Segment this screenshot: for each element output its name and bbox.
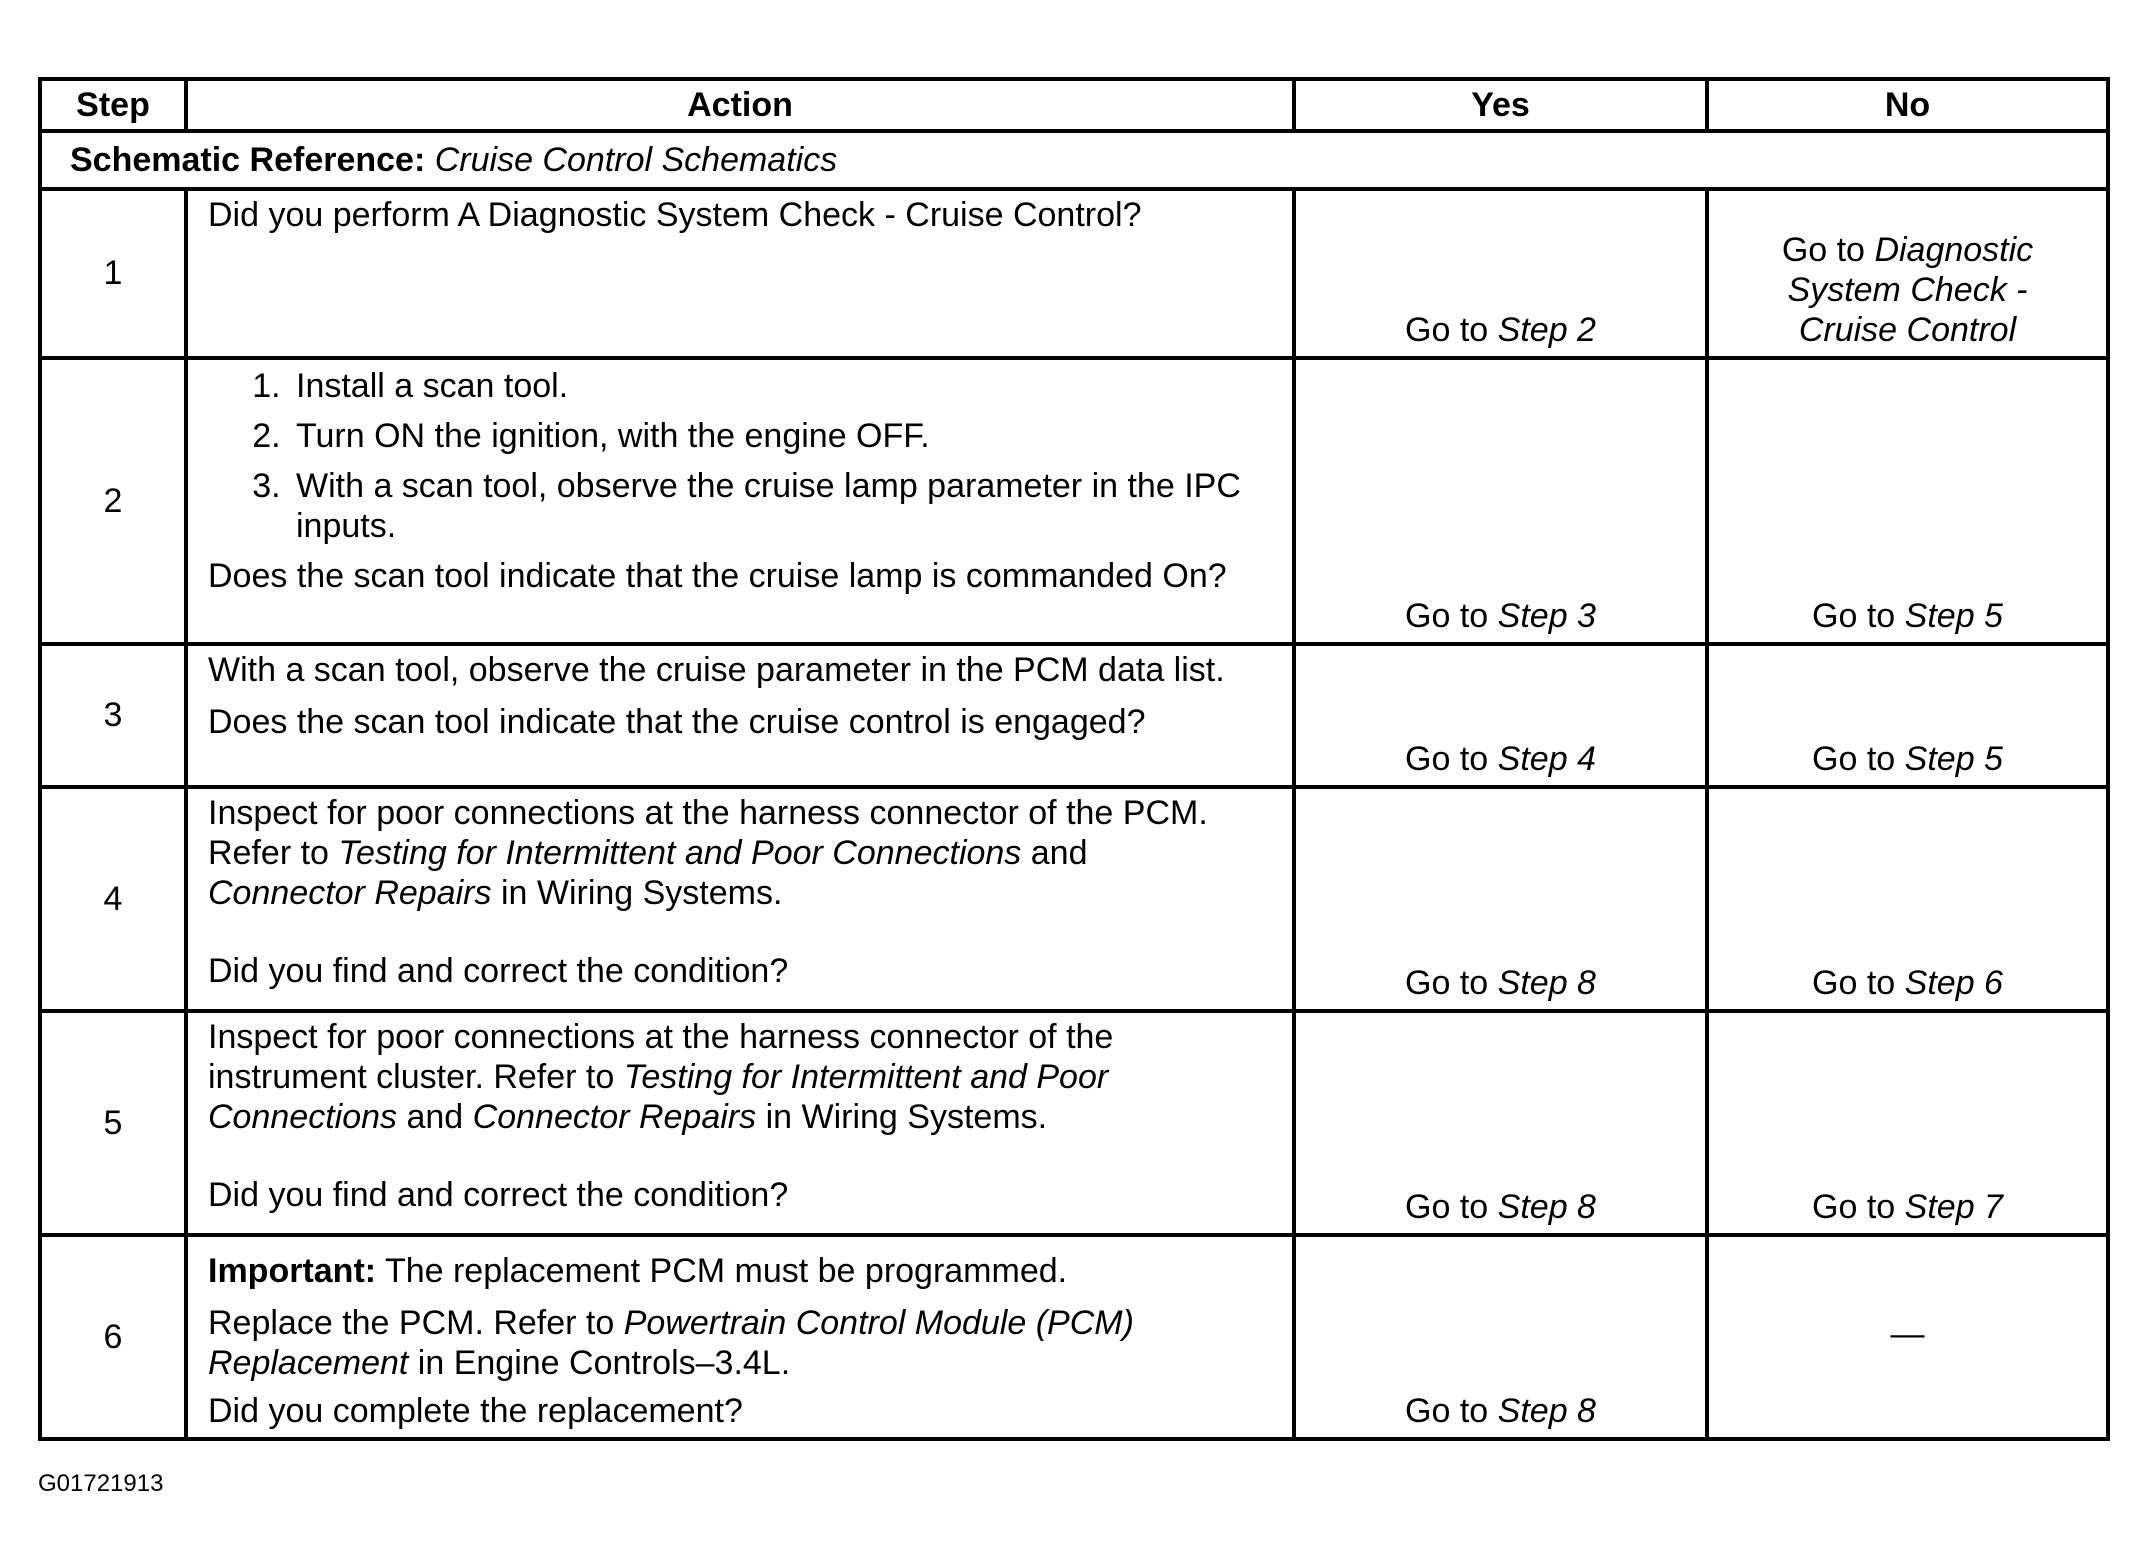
- step-number: 2: [40, 358, 186, 644]
- figure-id: G01721913: [38, 1470, 164, 1497]
- schematic-reference-link[interactable]: Cruise Control Schematics: [434, 140, 838, 179]
- instruction-text: [208, 793, 1252, 913]
- schematic-reference-label: Schematic Reference:: [70, 140, 426, 179]
- header-yes: Yes: [1294, 79, 1707, 131]
- action-cell: [186, 644, 1294, 787]
- question-text: Did you complete the replacement?: [208, 1392, 743, 1431]
- table-row: [40, 787, 2108, 1011]
- table-row: [40, 1011, 2108, 1235]
- header-no: No: [1707, 79, 2108, 131]
- no-step-link[interactable]: Step 5: [1904, 739, 2003, 778]
- step-number: 1: [40, 189, 186, 358]
- yes-cell: [1294, 358, 1707, 644]
- no-prefix: Go to: [1812, 739, 1896, 778]
- step-number: 6: [40, 1235, 186, 1439]
- yes-prefix: Go to: [1405, 963, 1489, 1002]
- action-cell: [186, 787, 1294, 1011]
- yes-cell: [1294, 644, 1707, 787]
- no-step-link[interactable]: Step 7: [1904, 1187, 2003, 1226]
- reference-link[interactable]: Testing for Intermittent and Poor Connections: [338, 834, 1022, 873]
- yes-step-link[interactable]: Step 8: [1497, 963, 1596, 1002]
- important-text: The replacement PCM must be programmed.: [384, 1252, 1068, 1290]
- action-cell: [186, 1011, 1294, 1235]
- no-step-link[interactable]: Step 6: [1904, 963, 2003, 1002]
- no-cell: [1707, 358, 2108, 644]
- instruction-text-part: in Engine Controls–3.4L.: [417, 1344, 791, 1383]
- reference-link[interactable]: Testing for Intermittent and Poor Connections: [208, 1058, 1109, 1137]
- important-label: Important:: [208, 1252, 377, 1290]
- yes-prefix: Go to: [1405, 739, 1489, 778]
- schematic-reference-row: [40, 131, 2108, 189]
- instruction-list: [208, 366, 1252, 546]
- instruction-text: With a scan tool, observe the cruise parameter in the PCM data list.: [208, 651, 1225, 689]
- action-cell: [186, 358, 1294, 644]
- schematic-reference: [40, 131, 2108, 189]
- yes-step-link[interactable]: Step 4: [1497, 739, 1596, 778]
- no-cell: [1707, 189, 2108, 358]
- no-cell: [1707, 787, 2108, 1011]
- question-text: Did you find and correct the condition?: [208, 952, 789, 991]
- instruction-text: [208, 1017, 1252, 1137]
- yes-step-link[interactable]: Step 8: [1497, 1187, 1596, 1226]
- important-note: [208, 1251, 1252, 1291]
- instruction-text-part: and: [406, 1098, 464, 1137]
- instruction-text-part: in Wiring Systems.: [765, 1098, 1048, 1137]
- table-row: [40, 644, 2108, 787]
- header-step: Step: [40, 79, 186, 131]
- no-prefix: Go to: [1812, 596, 1896, 635]
- no-cell: [1707, 1011, 2108, 1235]
- instruction-item: 2. Turn ON the ignition, with the engine OFF.: [290, 416, 1252, 456]
- no-step-link[interactable]: Diagnostic System Check - Cruise Control: [1787, 230, 2034, 349]
- yes-cell: [1294, 1011, 1707, 1235]
- yes-step-link[interactable]: Step 3: [1497, 596, 1596, 635]
- yes-cell: [1294, 787, 1707, 1011]
- no-dash: —: [1890, 1315, 1925, 1354]
- step-number: 3: [40, 644, 186, 787]
- yes-step-link[interactable]: Step 8: [1497, 1392, 1596, 1431]
- instruction-text-part: Inspect for poor connections at the harness connector of the PCM. Refer to: [208, 794, 1208, 873]
- question-text: Did you perform A Diagnostic System Check - Cruise Control?: [208, 196, 1142, 234]
- instruction-text-part: Replace the PCM. Refer to: [208, 1304, 615, 1343]
- yes-cell: [1294, 189, 1707, 358]
- yes-step-link[interactable]: Step 2: [1497, 310, 1596, 349]
- instruction-text-part: Inspect for poor connections at the harness connector of the instrument cluster. Refer to: [208, 1018, 1114, 1097]
- step-number: 5: [40, 1011, 186, 1235]
- no-prefix: Go to: [1812, 1187, 1896, 1226]
- table-row: [40, 189, 2108, 358]
- instruction-text-part: in Wiring Systems.: [500, 874, 783, 913]
- instruction-item: 3. With a scan tool, observe the cruise lamp parameter in the IPC inputs.: [290, 466, 1252, 546]
- diagnostic-table: [38, 77, 2110, 1441]
- reference-link[interactable]: Powertrain Control Module (PCM) Replacement: [208, 1304, 1134, 1383]
- yes-prefix: Go to: [1405, 310, 1489, 349]
- question-text: Does the scan tool indicate that the cruise control is engaged?: [208, 703, 1146, 742]
- reference-link[interactable]: Connector Repairs: [208, 874, 492, 913]
- instruction-text: [208, 1303, 1252, 1383]
- question-text: Does the scan tool indicate that the cruise lamp is commanded On?: [208, 557, 1227, 596]
- action-cell: [186, 1235, 1294, 1439]
- yes-prefix: Go to: [1405, 596, 1489, 635]
- no-prefix: Go to: [1781, 230, 1865, 269]
- question-text: Did you find and correct the condition?: [208, 1176, 789, 1215]
- no-cell: [1707, 1235, 2108, 1439]
- step-number: 4: [40, 787, 186, 1011]
- yes-prefix: Go to: [1405, 1392, 1489, 1431]
- instruction-text-part: and: [1030, 834, 1088, 873]
- no-prefix: Go to: [1812, 963, 1896, 1002]
- no-step-link[interactable]: Step 5: [1904, 596, 2003, 635]
- yes-prefix: Go to: [1405, 1187, 1489, 1226]
- no-cell: [1707, 644, 2108, 787]
- header-action: Action: [186, 79, 1294, 131]
- action-cell: [186, 189, 1294, 358]
- header-row: [40, 79, 2108, 131]
- table-row: [40, 358, 2108, 644]
- yes-cell: [1294, 1235, 1707, 1439]
- instruction-item: 1. Install a scan tool.: [290, 366, 1252, 406]
- table-row: [40, 1235, 2108, 1439]
- reference-link[interactable]: Connector Repairs: [472, 1098, 757, 1137]
